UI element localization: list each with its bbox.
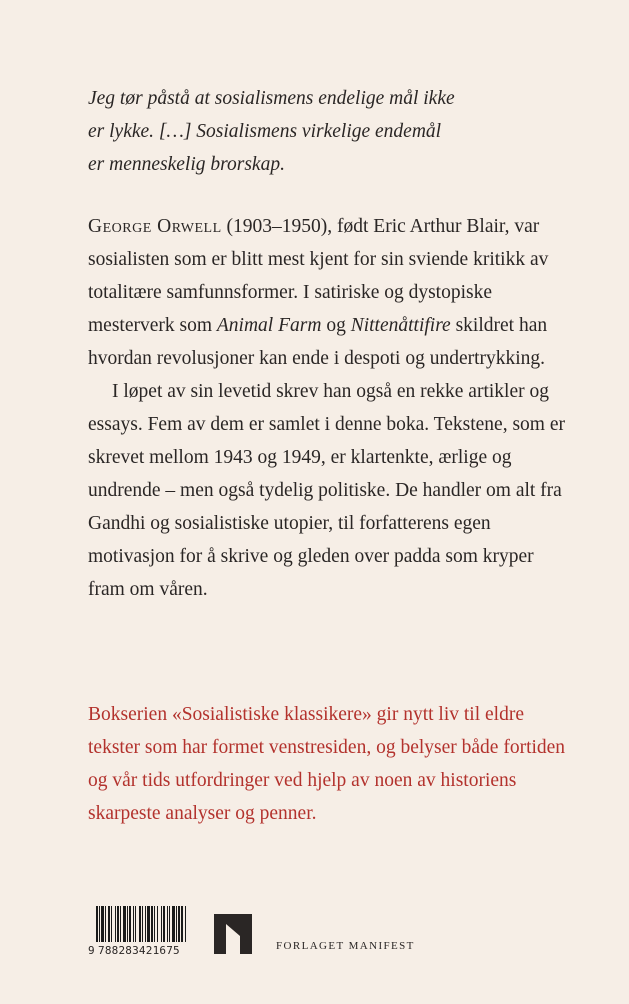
barcode-bar [172, 906, 175, 942]
barcode-bar [178, 906, 180, 942]
barcode-bar [154, 906, 155, 942]
barcode-bar [185, 906, 186, 942]
barcode-bar [176, 906, 177, 942]
barcode-icon [96, 906, 206, 944]
barcode-bar [157, 906, 158, 942]
barcode-bar [129, 906, 131, 942]
barcode-bar [151, 906, 153, 942]
barcode-bar [135, 906, 136, 942]
barcode-bar [101, 906, 104, 942]
barcode-bar [142, 906, 143, 942]
barcode-bar [115, 906, 116, 942]
isbn-barcode [88, 906, 206, 976]
barcode-bar [99, 906, 100, 942]
barcode-bar [181, 906, 183, 942]
barcode-bar [145, 906, 146, 942]
barcode-bar [96, 906, 98, 942]
epigraph-quote [88, 82, 568, 181]
barcode-bar [167, 906, 168, 942]
bio-paragraph-2: I løpet av sin levetid skrev han også en rekke artikler og essays. Fem av dem er samlet i denne boka. Tekstene, som er skrevet mellom 1943 og 1949, er klartenkte, ærlige og undrende – men også tydelig politiske. De handler om alt fra Gandhi og sosialistiske utopier, til forfatterens egen motivasjon for å skrive og gleden over padda som kryper fram om våren. [88, 381, 565, 600]
book-title-nittenattifire: Nittenåttifire [350, 315, 451, 336]
series-blurb: Bokserien «Sosialistiske klassikere» gir nytt liv til eldre tekster som har formet venstresiden, og belyser både fortiden og vår tids utfordringer ved hjelp av noen av historiens skarpeste analyser og penner. [88, 704, 566, 824]
quote-line: Jeg tør påstå at sosialismens endelige mål ikke [88, 88, 455, 109]
barcode-bar [169, 906, 170, 942]
barcode-bar [163, 906, 165, 942]
barcode-bar [123, 906, 126, 942]
barcode-bar [161, 906, 162, 942]
barcode-bar [111, 906, 112, 942]
publisher-name: FORLAGET MANIFEST [276, 940, 415, 952]
m-logo-icon [214, 914, 252, 954]
author-name: George Orwell [88, 216, 222, 237]
barcode-bar [105, 906, 106, 942]
quote-line: er menneskelig brorskap. [88, 154, 285, 175]
barcode-bar [147, 906, 150, 942]
quote-line: er lykke. […] Sosialismens virkelige endemål [88, 121, 442, 142]
barcode-bar [117, 906, 119, 942]
barcode-bar [120, 906, 121, 942]
barcode-bar [139, 906, 141, 942]
barcode-bar [127, 906, 128, 942]
isbn-lead-digit: 9 [88, 944, 95, 957]
barcode-bar [133, 906, 134, 942]
barcode-bar [108, 906, 110, 942]
isbn-digits: 788283421675 [98, 944, 180, 957]
author-description [88, 210, 568, 606]
bio-paragraph-1: George Orwell (1903–1950), født Eric Arthur Blair, var sosialisten som er blitt mest kjent for sin sviende kritikk av totalitære samfunnsformer. I satiriske og dystopiske mesterverk som Animal Farm og Nittenåttifire skildret han hvordan revolusjoner kan ende i despoti og undertrykking. [88, 216, 549, 369]
book-title-animal-farm: Animal Farm [216, 315, 322, 336]
